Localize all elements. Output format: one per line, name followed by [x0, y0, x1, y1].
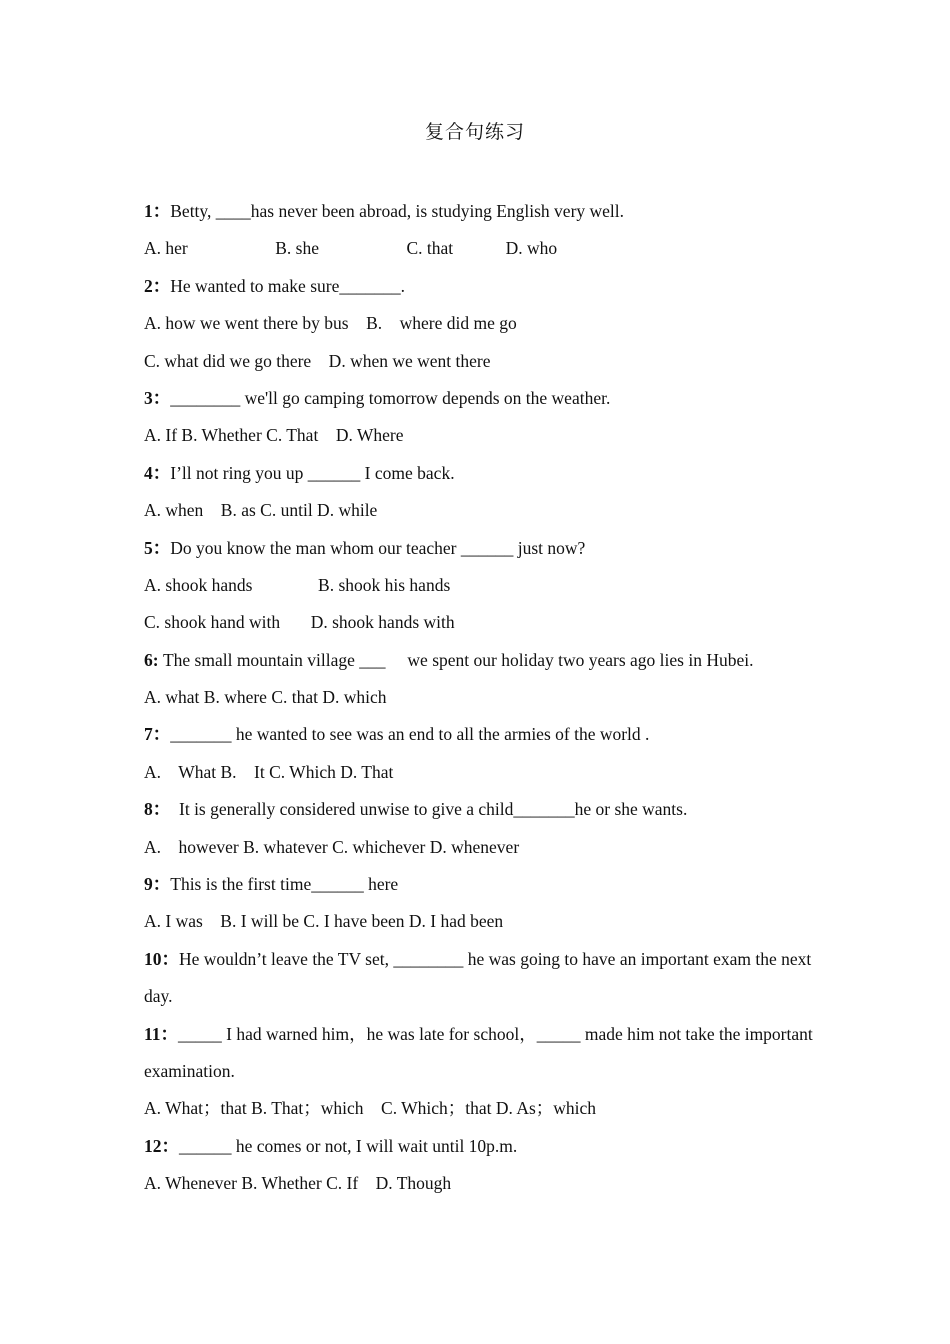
- question-text: _____ I had warned him，he was late for school，_____ made him not take the important examination.: [144, 1023, 818, 1082]
- question-stem: 7：_______ he wanted to see was an end to all the armies of the world .: [144, 724, 650, 745]
- answer-options: A. shook hands B. shook his hands: [144, 574, 451, 595]
- answer-options: A. If B. Whether C. That D. Where: [144, 425, 404, 446]
- question-number: 3: [144, 387, 153, 408]
- question-stem: 5：Do you know the man whom our teacher ______ just now?: [144, 537, 586, 558]
- answer-options: A. I was B. I will be C. I have been D. I had been: [144, 911, 504, 932]
- question-stem: 8： It is generally considered unwise to give a child_______he or she wants.: [144, 799, 688, 820]
- question-list: [144, 193, 818, 1203]
- question-text: Betty, ____has never been abroad, is studying English very well.: [170, 201, 625, 221]
- question-number: 12: [144, 1135, 162, 1156]
- question-number: 9: [144, 874, 153, 895]
- question-text: He wouldn’t leave the TV set, ________ he was going to have an important exam the next day.: [144, 948, 816, 1007]
- question-text: _______ he wanted to see was an end to all the armies of the world .: [170, 724, 650, 745]
- question-text: This is the first time______ here: [170, 874, 399, 895]
- answer-options: A. What B. It C. Which D. That: [144, 761, 394, 782]
- question-stem: 6: The small mountain village ___ we spent our holiday two years ago lies in Hubei.: [144, 649, 754, 670]
- question-number: 7: [144, 724, 153, 745]
- answer-options: A. her B. she C. that D. who: [144, 238, 558, 259]
- answer-options: A. what B. where C. that D. which: [144, 687, 387, 708]
- question-stem: 12：______ he comes or not, I will wait until 10p.m.: [144, 1135, 518, 1156]
- question-stem: 10：He wouldn’t leave the TV set, ________ he was going to have an important exam the next day.: [144, 948, 816, 1007]
- question-text: ________ we'll go camping tomorrow depends on the weather.: [170, 387, 611, 408]
- question-stem: 4：I’ll not ring you up ______ I come back.: [144, 462, 455, 483]
- answer-options: C. what did we go there D. when we went there: [144, 350, 491, 371]
- answer-options: A. Whenever B. Whether C. If D. Though: [144, 1173, 452, 1194]
- page-title: 复合句练习: [424, 122, 525, 143]
- question-number: 6: [144, 649, 153, 670]
- answer-options: A. What；that B. That；which C. Which；that D. As；which: [144, 1098, 597, 1119]
- answer-options: A. how we went there by bus B. where did me go: [144, 313, 517, 334]
- question-number: 5: [144, 537, 153, 558]
- question-stem: 2：He wanted to make sure_______.: [144, 275, 405, 296]
- question-number: 11: [144, 1023, 161, 1044]
- question-stem: 1：Betty, ____has never been abroad, is studying English very well.: [144, 201, 625, 221]
- question-text: The small mountain village ___ we spent our holiday two years ago lies in Hubei.: [162, 649, 754, 670]
- question-number: 2: [144, 275, 153, 296]
- question-number: 10: [144, 948, 162, 969]
- question-text: It is generally considered unwise to give a child_______he or she wants.: [170, 799, 688, 820]
- question-text: ______ he comes or not, I will wait until 10p.m.: [179, 1135, 518, 1156]
- question-text: Do you know the man whom our teacher ______ just now?: [170, 537, 586, 558]
- answer-options: C. shook hand with D. shook hands with: [144, 612, 455, 633]
- question-number: 1: [144, 201, 153, 221]
- question-stem: 11：_____ I had warned him，he was late for school，_____ made him not take the important examination.: [144, 1023, 818, 1082]
- question-number: 4: [144, 462, 153, 483]
- answer-options: A. however B. whatever C. whichever D. whenever: [144, 836, 520, 857]
- question-text: I’ll not ring you up ______ I come back.: [170, 462, 455, 483]
- question-text: He wanted to make sure_______.: [170, 275, 405, 296]
- question-stem: 9：This is the first time______ here: [144, 874, 399, 895]
- question-number: 8: [144, 799, 153, 820]
- question-stem: 3：________ we'll go camping tomorrow depends on the weather.: [144, 387, 611, 408]
- answer-options: A. when B. as C. until D. while: [144, 500, 378, 521]
